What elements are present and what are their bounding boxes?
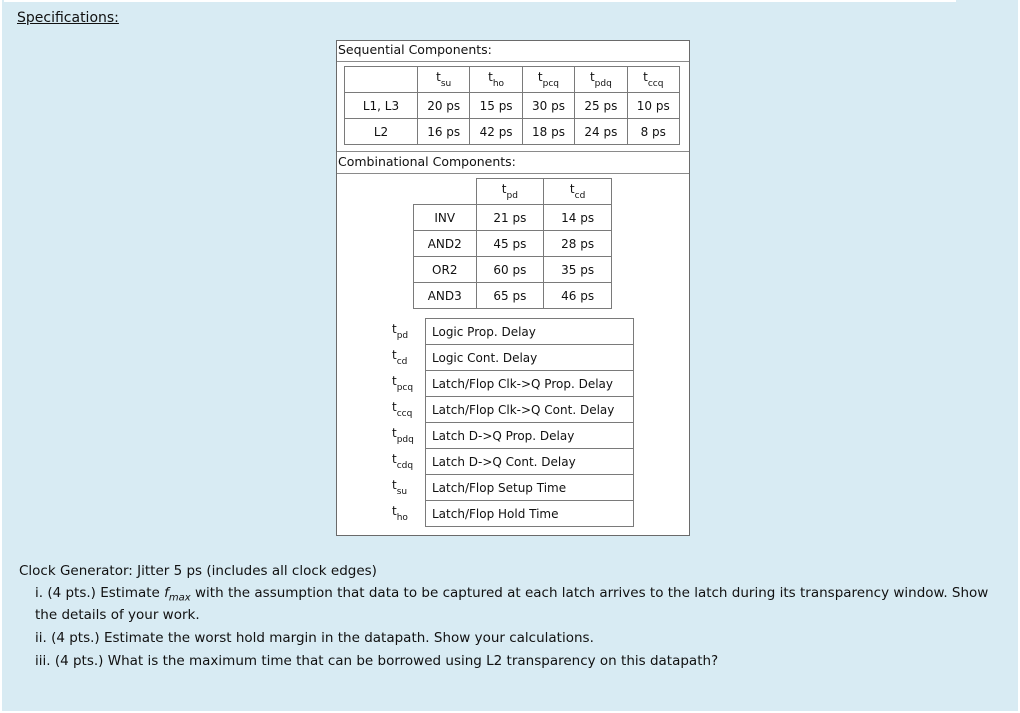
table-cell: 20 ps [418, 93, 470, 119]
table-row [345, 119, 680, 145]
table-row [392, 319, 634, 345]
table-row [392, 371, 634, 397]
header-tpcq: $t_{pcq}$ [522, 67, 574, 93]
table-cell [414, 179, 477, 205]
clock-generator-note: Clock Generator: Jitter 5 ps (includes all clock edges) [19, 563, 377, 579]
table-cell: 30 ps [522, 93, 574, 119]
symbol-tcdq: $t_{cdq}$ [392, 449, 426, 475]
table-cell: 35 ps [544, 257, 612, 283]
table-cell: 18 ps [522, 119, 574, 145]
definition-text: Logic Cont. Delay [426, 345, 634, 371]
definition-text: Latch D->Q Cont. Delay [426, 449, 634, 475]
symbol-tpdq: $t_{pdq}$ [392, 423, 426, 449]
symbol-tho: $t_{ho}$ [392, 501, 426, 527]
row-label: L2 [345, 119, 418, 145]
row-label: OR2 [414, 257, 477, 283]
table-cell: 25 ps [575, 93, 627, 119]
row-label: AND2 [414, 231, 477, 257]
question-3: iii. (4 pts.) What is the maximum time that can be borrowed using L2 transparency on this datapath? [35, 652, 719, 669]
specifications-heading: Specifications: [17, 10, 119, 26]
table-cell: 28 ps [544, 231, 612, 257]
table-row [392, 475, 634, 501]
header-tccq: $t_{ccq}$ [627, 67, 679, 93]
row-label: INV [414, 205, 477, 231]
table-cell: 21 ps [476, 205, 544, 231]
definition-text: Latch/Flop Hold Time [426, 501, 634, 527]
table-row [414, 257, 612, 283]
header-tpdq: $t_{pdq}$ [575, 67, 627, 93]
header-tsu: $t_{su}$ [418, 67, 470, 93]
table-cell: 65 ps [476, 283, 544, 309]
symbol-tcd: $t_{cd}$ [392, 345, 426, 371]
table-row [414, 231, 612, 257]
specifications-box [336, 40, 690, 536]
top-border [4, 0, 956, 2]
symbol-tccq: $t_{ccq}$ [392, 397, 426, 423]
table-row [392, 423, 634, 449]
table-cell: 45 ps [476, 231, 544, 257]
sequential-table [344, 66, 680, 145]
combinational-title: Combinational Components: [338, 154, 516, 169]
table-cell [345, 67, 418, 93]
table-cell: 8 ps [627, 119, 679, 145]
divider [337, 151, 689, 152]
table-cell: 42 ps [470, 119, 522, 145]
header-tho: $t_{ho}$ [470, 67, 522, 93]
question-2: ii. (4 pts.) Estimate the worst hold margin in the datapath. Show your calculations. [35, 629, 594, 646]
row-label: AND3 [414, 283, 477, 309]
table-row [392, 397, 634, 423]
table-row [414, 205, 612, 231]
table-header-row [345, 67, 680, 93]
divider [337, 173, 689, 174]
combinational-table [413, 178, 612, 309]
table-cell: 24 ps [575, 119, 627, 145]
table-row [392, 345, 634, 371]
table-row [392, 449, 634, 475]
questions-section [19, 563, 1009, 676]
symbol-tsu: $t_{su}$ [392, 475, 426, 501]
definitions-table [392, 318, 634, 527]
table-row [392, 501, 634, 527]
table-cell: 46 ps [544, 283, 612, 309]
header-tcd: $t_{cd}$ [544, 179, 612, 205]
question-1: i. (4 pts.) Estimate $f_{max}$ with the assumption that data to be captured at each latch arrives to the latch during its transparency window. Show the details of your work. [35, 585, 989, 623]
definition-text: Latch/Flop Clk->Q Cont. Delay [426, 397, 634, 423]
symbol-tpcq: $t_{pcq}$ [392, 371, 426, 397]
table-cell: 15 ps [470, 93, 522, 119]
header-tpd: $t_{pd}$ [476, 179, 544, 205]
row-label: L1, L3 [345, 93, 418, 119]
symbol-tpd: $t_{pd}$ [392, 319, 426, 345]
fmax-symbol: $f_{max}$ [164, 585, 191, 604]
definition-text: Logic Prop. Delay [426, 319, 634, 345]
table-cell: 14 ps [544, 205, 612, 231]
definition-text: Latch/Flop Clk->Q Prop. Delay [426, 371, 634, 397]
table-cell: 60 ps [476, 257, 544, 283]
divider [337, 61, 689, 62]
table-cell: 10 ps [627, 93, 679, 119]
definition-text: Latch D->Q Prop. Delay [426, 423, 634, 449]
table-header-row [414, 179, 612, 205]
table-row [345, 93, 680, 119]
table-row [414, 283, 612, 309]
table-cell: 16 ps [418, 119, 470, 145]
page-background [2, 0, 1018, 711]
sequential-title: Sequential Components: [338, 42, 492, 57]
definition-text: Latch/Flop Setup Time [426, 475, 634, 501]
